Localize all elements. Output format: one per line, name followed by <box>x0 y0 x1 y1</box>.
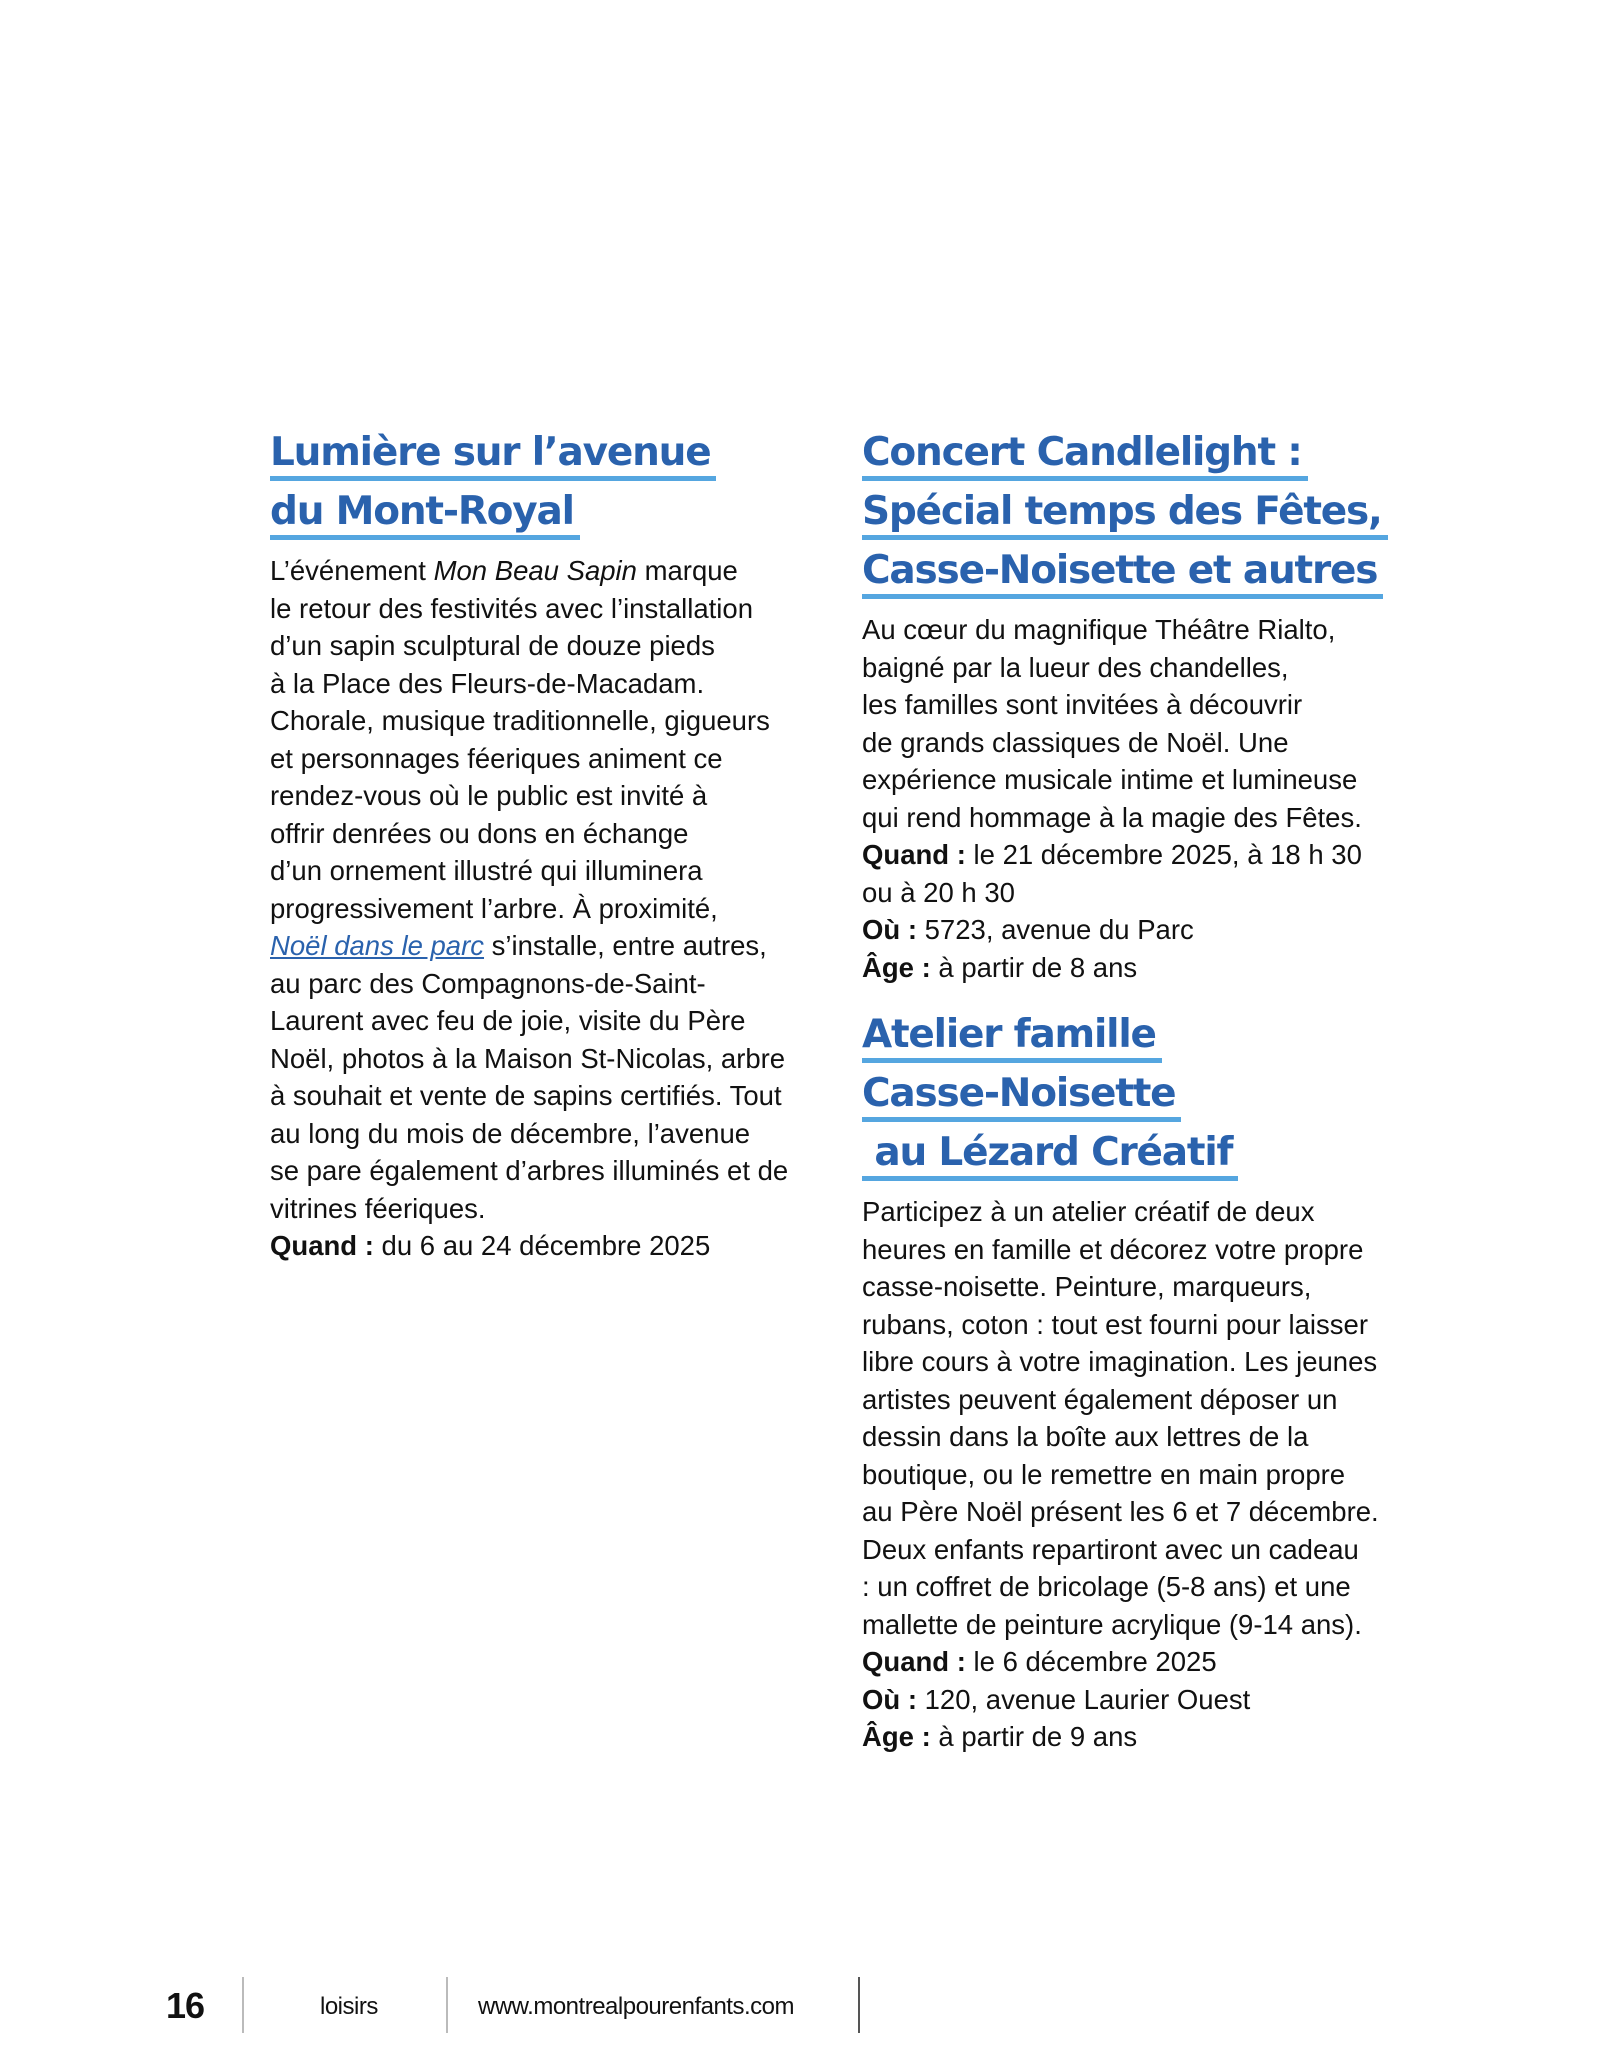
body-line: heures en famille et décorez votre propre <box>862 1233 1364 1265</box>
age-row <box>862 949 1422 987</box>
title-line: Lumière sur l’avenue <box>270 430 716 481</box>
section-name: loisirs <box>320 1993 378 2020</box>
title-line: Casse-Noisette <box>862 1071 1181 1122</box>
footer-divider <box>858 1977 860 2033</box>
body-line: au long du mois de décembre, l’avenue <box>270 1117 751 1149</box>
article-meta <box>270 1227 830 1265</box>
body-line: vitrines féeriques. <box>270 1192 486 1224</box>
when-value: du 6 au 24 décembre 2025 <box>373 1230 711 1261</box>
article-body <box>862 611 1422 836</box>
body-line: qui rend hommage à la magie des Fêtes. <box>862 801 1362 833</box>
body-line: d’un ornement illustré qui illuminera <box>270 855 703 886</box>
article-body <box>270 552 830 1227</box>
body-line: à la Place des Fleurs-de-Macadam. <box>270 667 705 699</box>
title-line: Concert Candlelight : <box>862 430 1308 481</box>
body-line: à souhait et vente de sapins certifiés. Tout <box>270 1080 782 1111</box>
footer-divider <box>242 1977 244 2033</box>
body-line: mallette de peinture acrylique (9-14 ans). <box>862 1608 1362 1640</box>
body-line: Laurent avec feu de joie, visite du Père <box>270 1005 746 1036</box>
body-line: rubans, coton : tout est fourni pour laisser <box>862 1308 1368 1340</box>
when-row-cont: ou à 20 h 30 <box>862 876 1015 908</box>
article-title <box>862 430 1422 607</box>
text: L’événement <box>270 555 434 586</box>
body-line: Chorale, musique traditionnelle, gigueurs <box>270 705 770 736</box>
text: s’installe, entre autres, <box>484 930 767 961</box>
text: marque <box>636 555 738 586</box>
body-line <box>270 927 830 965</box>
body-line: d’un sapin sculptural de douze pieds <box>270 630 715 661</box>
article-body <box>862 1193 1422 1643</box>
right-column <box>862 430 1422 1756</box>
footer-divider <box>446 1977 448 2033</box>
body-line: baigné par la lueur des chandelles, <box>862 651 1289 683</box>
when-row <box>862 1643 1422 1681</box>
website-link[interactable]: www.montrealpourenfants.com <box>478 1993 794 2020</box>
where-label: Où : <box>862 914 917 945</box>
body-line: boutique, ou le remettre en main propre <box>862 1458 1346 1490</box>
body-line: artistes peuvent également déposer un <box>862 1383 1338 1415</box>
age-row <box>862 1718 1422 1756</box>
where-row <box>862 1681 1422 1719</box>
when-row <box>270 1227 830 1265</box>
body-line: au parc des Compagnons-de-Saint- <box>270 967 706 999</box>
body-line: : un coffret de bricolage (5-8 ans) et une <box>862 1571 1351 1602</box>
when-label: Quand : <box>270 1230 374 1261</box>
body-line: les familles sont invitées à découvrir <box>862 689 1303 720</box>
title-line: au Lézard Créatif <box>862 1130 1238 1181</box>
when-row <box>862 836 1422 874</box>
article-lumiere <box>270 430 830 1265</box>
age-label: Âge : <box>862 1721 931 1752</box>
title-line: Casse-Noisette et autres <box>862 548 1383 599</box>
body-line: progressivement l’arbre. À proximité, <box>270 892 718 924</box>
body-line: le retour des festivités avec l’installation <box>270 592 754 624</box>
age-label: Âge : <box>862 951 931 983</box>
article-meta <box>862 1643 1422 1756</box>
page-number: 16 <box>166 1985 205 2026</box>
article-meta <box>862 836 1422 986</box>
event-name: Mon Beau Sapin <box>433 555 637 586</box>
when-label: Quand : <box>862 839 966 870</box>
body-line: dessin dans la boîte aux lettres de la <box>862 1421 1309 1452</box>
body-line: se pare également d’arbres illuminés et de <box>270 1155 789 1186</box>
body-line <box>270 552 830 590</box>
article-candlelight <box>862 430 1422 986</box>
title-line: Atelier famille <box>862 1012 1162 1063</box>
age-value: à partir de 8 ans <box>930 951 1138 983</box>
body-line: Au cœur du magnifique Théâtre Rialto, <box>862 614 1336 645</box>
title-line: Spécial temps des Fêtes, <box>862 489 1388 540</box>
article-title <box>270 430 830 548</box>
when-value: le 21 décembre 2025, à 18 h 30 <box>965 839 1362 870</box>
body-line: Deux enfants repartiront avec un cadeau <box>862 1533 1359 1565</box>
where-row <box>862 911 1422 949</box>
noel-dans-le-parc-link[interactable]: Noël dans le parc <box>270 930 485 961</box>
article-title <box>862 1012 1422 1189</box>
where-value: 5723, avenue du Parc <box>917 914 1194 945</box>
article-atelier <box>862 1012 1422 1756</box>
when-label: Quand : <box>862 1646 966 1677</box>
body-line: libre cours à votre imagination. Les jeunes <box>862 1346 1378 1377</box>
body-line: rendez-vous où le public est invité à <box>270 780 708 811</box>
where-value: 120, avenue Laurier Ouest <box>917 1683 1251 1715</box>
body-line: Participez à un atelier créatif de deux <box>862 1196 1315 1227</box>
body-line: au Père Noël présent les 6 et 7 décembre. <box>862 1496 1379 1527</box>
age-value: à partir de 9 ans <box>930 1721 1138 1752</box>
body-line: et personnages féeriques animent ce <box>270 742 723 774</box>
body-line: de grands classiques de Noël. Une <box>862 726 1289 758</box>
body-line: casse-noisette. Peinture, marqueurs, <box>862 1271 1312 1302</box>
title-line: du Mont-Royal <box>270 489 580 540</box>
when-value: le 6 décembre 2025 <box>965 1646 1217 1677</box>
body-line: Noël, photos à la Maison St-Nicolas, arbre <box>270 1042 786 1074</box>
body-line: expérience musicale intime et lumineuse <box>862 764 1358 795</box>
body-line: offrir denrées ou dons en échange <box>270 817 689 849</box>
page-footer <box>0 1985 1612 2045</box>
where-label: Où : <box>862 1683 917 1715</box>
